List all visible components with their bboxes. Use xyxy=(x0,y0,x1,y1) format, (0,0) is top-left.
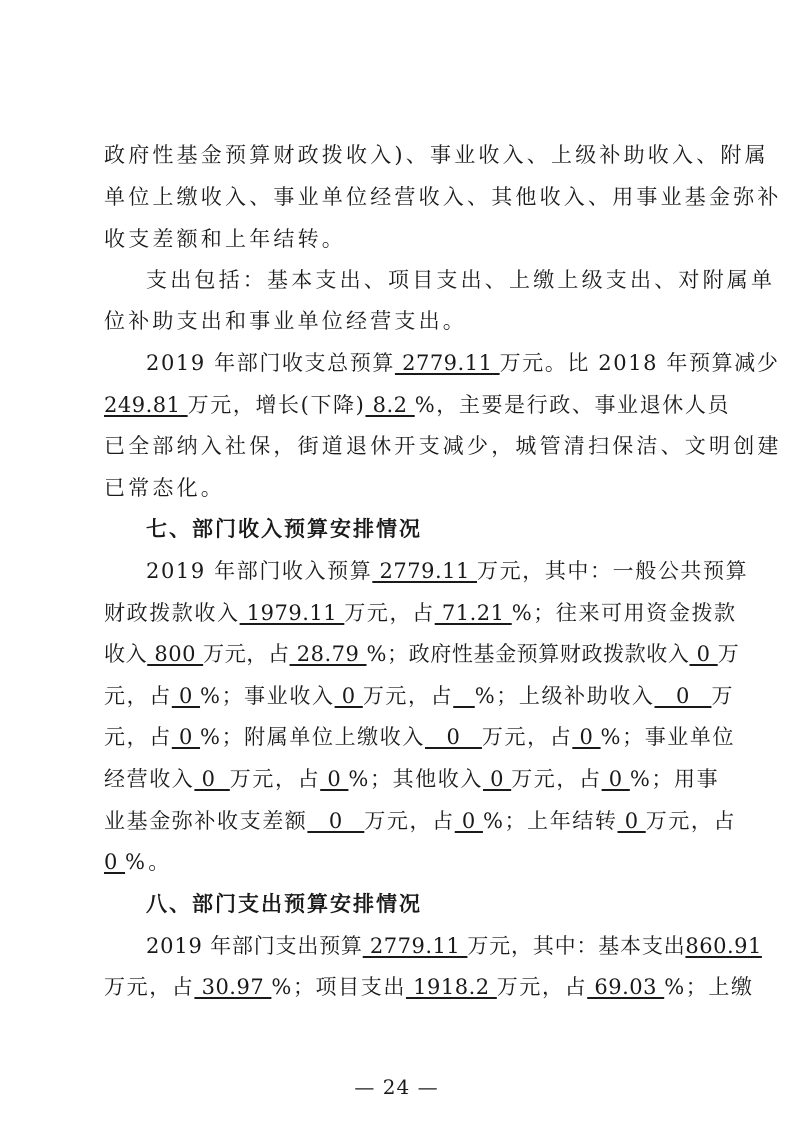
underlined-value: 0 xyxy=(482,767,512,791)
underlined-value: 249.81 xyxy=(104,393,188,417)
underlined-value: 2779.11 xyxy=(372,559,478,583)
paragraph-line: 收支差额和上年结转。 xyxy=(104,227,346,251)
underlined-value: 0 xyxy=(320,767,349,791)
underlined-value: 0 xyxy=(334,684,363,708)
underlined-value: 71.21 xyxy=(434,601,512,625)
paragraph-line: 经营收入 0 万元，占 0 %；其他收入 0 万元，占 0 %；用事 xyxy=(104,767,720,791)
underlined-value: 860.91 xyxy=(685,934,762,958)
underlined-value: 30.97 xyxy=(194,975,272,999)
underlined-value: 0 xyxy=(425,725,482,749)
underlined-value: 0 xyxy=(194,767,230,791)
underlined-value: 0 xyxy=(104,850,126,874)
paragraph-line: 元，占 0 %；附属单位上缴收入 0 万元，占 0 %；事业单位 xyxy=(104,725,736,749)
paragraph-line: 249.81 万元，增长(下降) 8.2 %，主要是行政、事业退休人员 xyxy=(104,393,731,417)
underlined-value: 0 xyxy=(572,725,601,749)
underlined-value: 0 xyxy=(654,684,712,708)
page-number: — 24 — xyxy=(354,1075,439,1099)
underlined-value: 1979.11 xyxy=(239,601,345,625)
section-heading: 七、部门收入预算安排情况 xyxy=(146,517,422,541)
paragraph-line: 收入 800 万元，占 28.79 %；政府性基金预算财政拨款收入 0 万 xyxy=(104,642,740,666)
paragraph-line: 支出包括：基本支出、项目支出、上缴上级支出、对附属单 xyxy=(146,268,776,292)
underlined-value: 1918.2 xyxy=(405,975,497,999)
underlined-value: 0 xyxy=(171,684,201,708)
underlined-value: 800 xyxy=(147,642,204,666)
underlined-value: 0 xyxy=(689,642,718,666)
underlined-value: 0 xyxy=(307,809,365,833)
paragraph-line: 业基金弥补收支差额 0 万元，占 0 %；上年结转 0 万元，占 xyxy=(104,809,737,833)
paragraph-line: 财政拨款收入 1979.11 万元，占 71.21 %；往来可用资金拨款 xyxy=(104,601,737,625)
section-heading: 八、部门支出预算安排情况 xyxy=(146,892,422,916)
underlined-value: 0 xyxy=(617,809,646,833)
underlined-value: 8.2 xyxy=(365,393,415,417)
paragraph-line: 元，占 0 %；事业收入 0 万元，占 %；上级补助收入 0 万 xyxy=(104,684,735,708)
paragraph-line: 2019 年部门收支总预算 2779.11 万元。比 2018 年预算减少 xyxy=(146,351,780,375)
paragraph-line: 位补助支出和事业单位经营支出。 xyxy=(104,309,467,333)
underlined-value: 28.79 xyxy=(289,642,367,666)
paragraph-line: 万元，占 30.97 %；项目支出 1918.2 万元，占 69.03 %；上缴 xyxy=(104,975,754,999)
underlined-value: 0 xyxy=(171,725,201,749)
underlined-value: 0 xyxy=(601,767,630,791)
paragraph-line: 政府性基金预算财政拨收入)、事业收入、上级补助收入、附属 xyxy=(104,143,769,167)
paragraph-line: 单位上缴收入、事业单位经营收入、其他收入、用事业基金弥补 xyxy=(104,185,782,209)
paragraph-line: 已常态化。 xyxy=(104,476,225,500)
underlined-value: 2779.11 xyxy=(394,351,500,375)
underlined-value: 2779.11 xyxy=(362,934,468,958)
paragraph-line: 2019 年部门收入预算 2779.11 万元，其中：一般公共预算 xyxy=(146,559,749,583)
underlined-value: 0 xyxy=(454,809,483,833)
paragraph-line: 已全部纳入社保，街道退休开支减少，城管清扫保洁、文明创建 xyxy=(104,434,782,458)
paragraph-line: 0 %。 xyxy=(104,850,173,874)
underlined-value: 69.03 xyxy=(587,975,665,999)
underlined-value xyxy=(453,684,475,708)
paragraph-line: 2019 年部门支出预算 2779.11 万元，其中：基本支出860.91 xyxy=(146,934,762,958)
